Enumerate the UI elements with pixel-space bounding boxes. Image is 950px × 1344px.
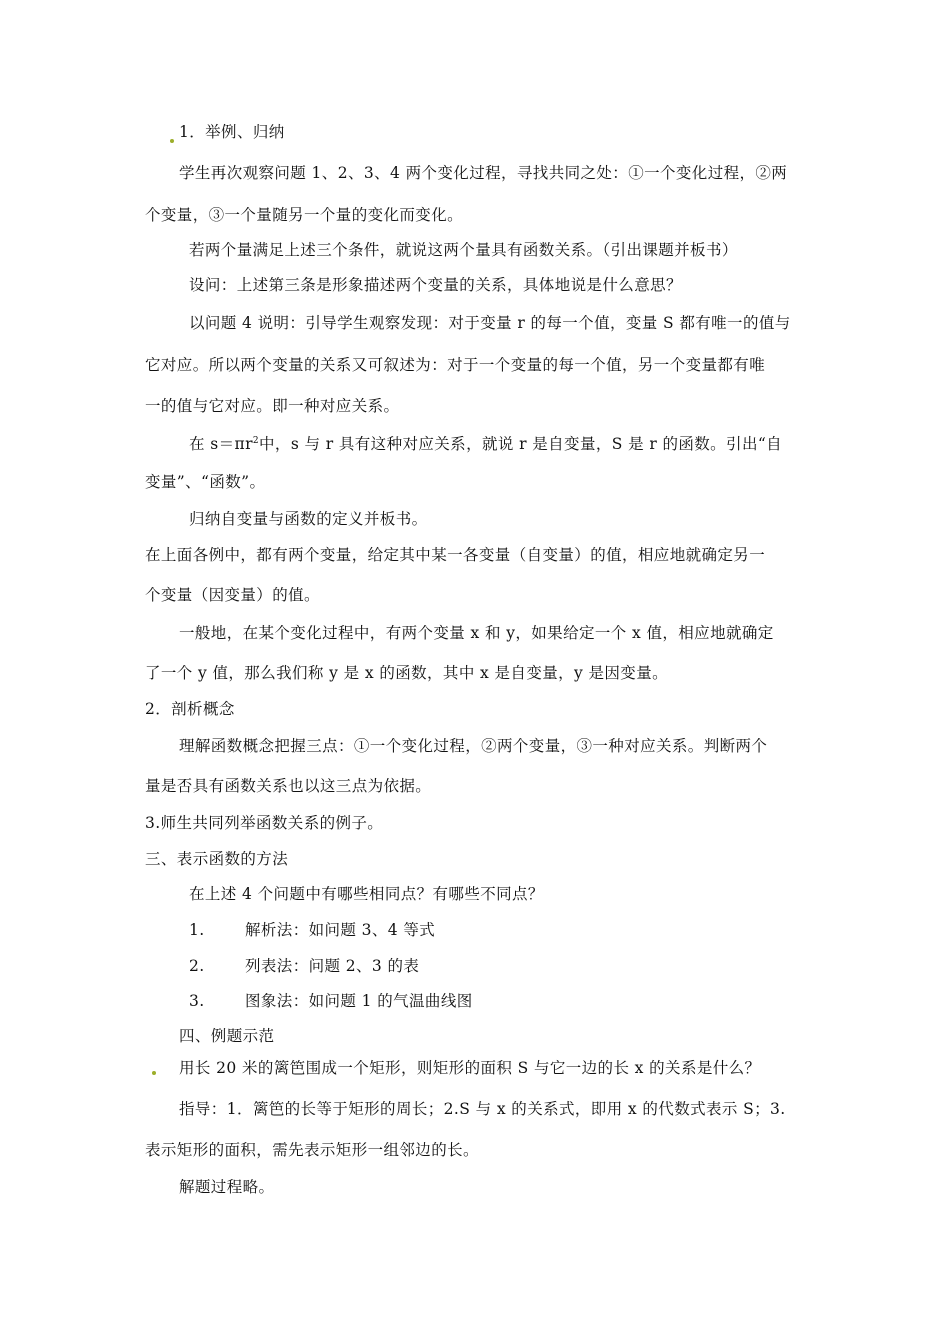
heading-1: 1．举例、归纳: [179, 123, 285, 141]
paragraph-line: 个变量（因变量）的值。: [145, 586, 320, 604]
paragraph-line: 它对应。所以两个变量的关系又可叙述为：对于一个变量的每一个值，另一个变量都有唯: [145, 356, 766, 374]
paragraph-line: 在上述 4 个问题中有哪些相同点？有哪些不同点？: [189, 885, 544, 903]
formula-superscript: 2: [252, 436, 260, 446]
paragraph-line: 设问：上述第三条是形象描述两个变量的关系，具体地说是什么意思？: [189, 276, 682, 294]
paragraph-line: 以问题 4 说明：引导学生观察发现：对于变量 r 的每一个值，变量 S 都有唯一的值与: [189, 314, 791, 332]
list-number: 3.: [189, 992, 205, 1010]
list-item: [189, 920, 435, 940]
list-text: 图象法：如问题 1 的气温曲线图: [245, 992, 473, 1010]
paragraph-line: 个变量，③一个量随另一个量的变化而变化。: [145, 206, 464, 224]
section-heading-3: 三、表示函数的方法: [145, 850, 289, 868]
paragraph-line: 解题过程略。: [179, 1178, 275, 1196]
paragraph-line: 若两个量满足上述三个条件，就说这两个量具有函数关系。（引出课题并板书）: [189, 241, 738, 259]
paragraph-line: 理解函数概念把握三点：①一个变化过程，②两个变量，③一种对应关系。判断两个: [179, 737, 768, 755]
list-item: [189, 991, 473, 1011]
heading-2: 2．剖析概念: [145, 700, 235, 718]
paragraph-line: 了一个 y 值，那么我们称 y 是 x 的函数，其中 x 是自变量，y 是因变量。: [145, 664, 668, 682]
paragraph-line: 在上面各例中，都有两个变量，给定其中某一各变量（自变量）的值，相应地就确定另一: [145, 546, 766, 564]
list-number: 2.: [189, 957, 205, 975]
formula-text: 在 s＝πr: [189, 435, 253, 453]
formula-line: [189, 431, 782, 454]
paragraph-line: 表示矩形的面积，需先表示矩形一组邻边的长。: [145, 1141, 479, 1159]
paragraph-line: 一的值与它对应。即一种对应关系。: [145, 397, 400, 415]
paragraph-line: 学生再次观察问题 1、2、3、4 两个变化过程，寻找共同之处：①一个变化过程，②两: [179, 164, 788, 182]
paragraph-line: 变量”、“函数”。: [145, 473, 266, 491]
paragraph-line: 指导：1．篱笆的长等于矩形的周长；2.S 与 x 的关系式，即用 x 的代数式表示 S；3.: [179, 1100, 786, 1118]
marker-dot: [170, 139, 174, 143]
list-text: 解析法：如问题 3、4 等式: [245, 921, 436, 939]
paragraph-line: 3.师生共同列举函数关系的例子。: [145, 814, 384, 832]
list-item: [189, 956, 419, 976]
paragraph-line: 量是否具有函数关系也以这三点为依据。: [145, 777, 432, 795]
list-text: 列表法：问题 2、3 的表: [245, 957, 420, 975]
list-number: 1.: [189, 921, 205, 939]
paragraph-line: 用长 20 米的篱笆围成一个矩形，则矩形的面积 S 与它一边的长 x 的关系是什么？: [179, 1059, 761, 1077]
formula-text-rest: 中，s 与 r 具有这种对应关系，就说 r 是自变量，S 是 r 的函数。引出“自: [259, 435, 783, 453]
paragraph-line: 一般地，在某个变化过程中，有两个变量 x 和 y，如果给定一个 x 值，相应地就确定: [179, 624, 774, 642]
marker-dot: [152, 1071, 156, 1075]
paragraph-line: 归纳自变量与函数的定义并板书。: [189, 510, 428, 528]
section-heading-4: 四、例题示范: [179, 1027, 275, 1045]
